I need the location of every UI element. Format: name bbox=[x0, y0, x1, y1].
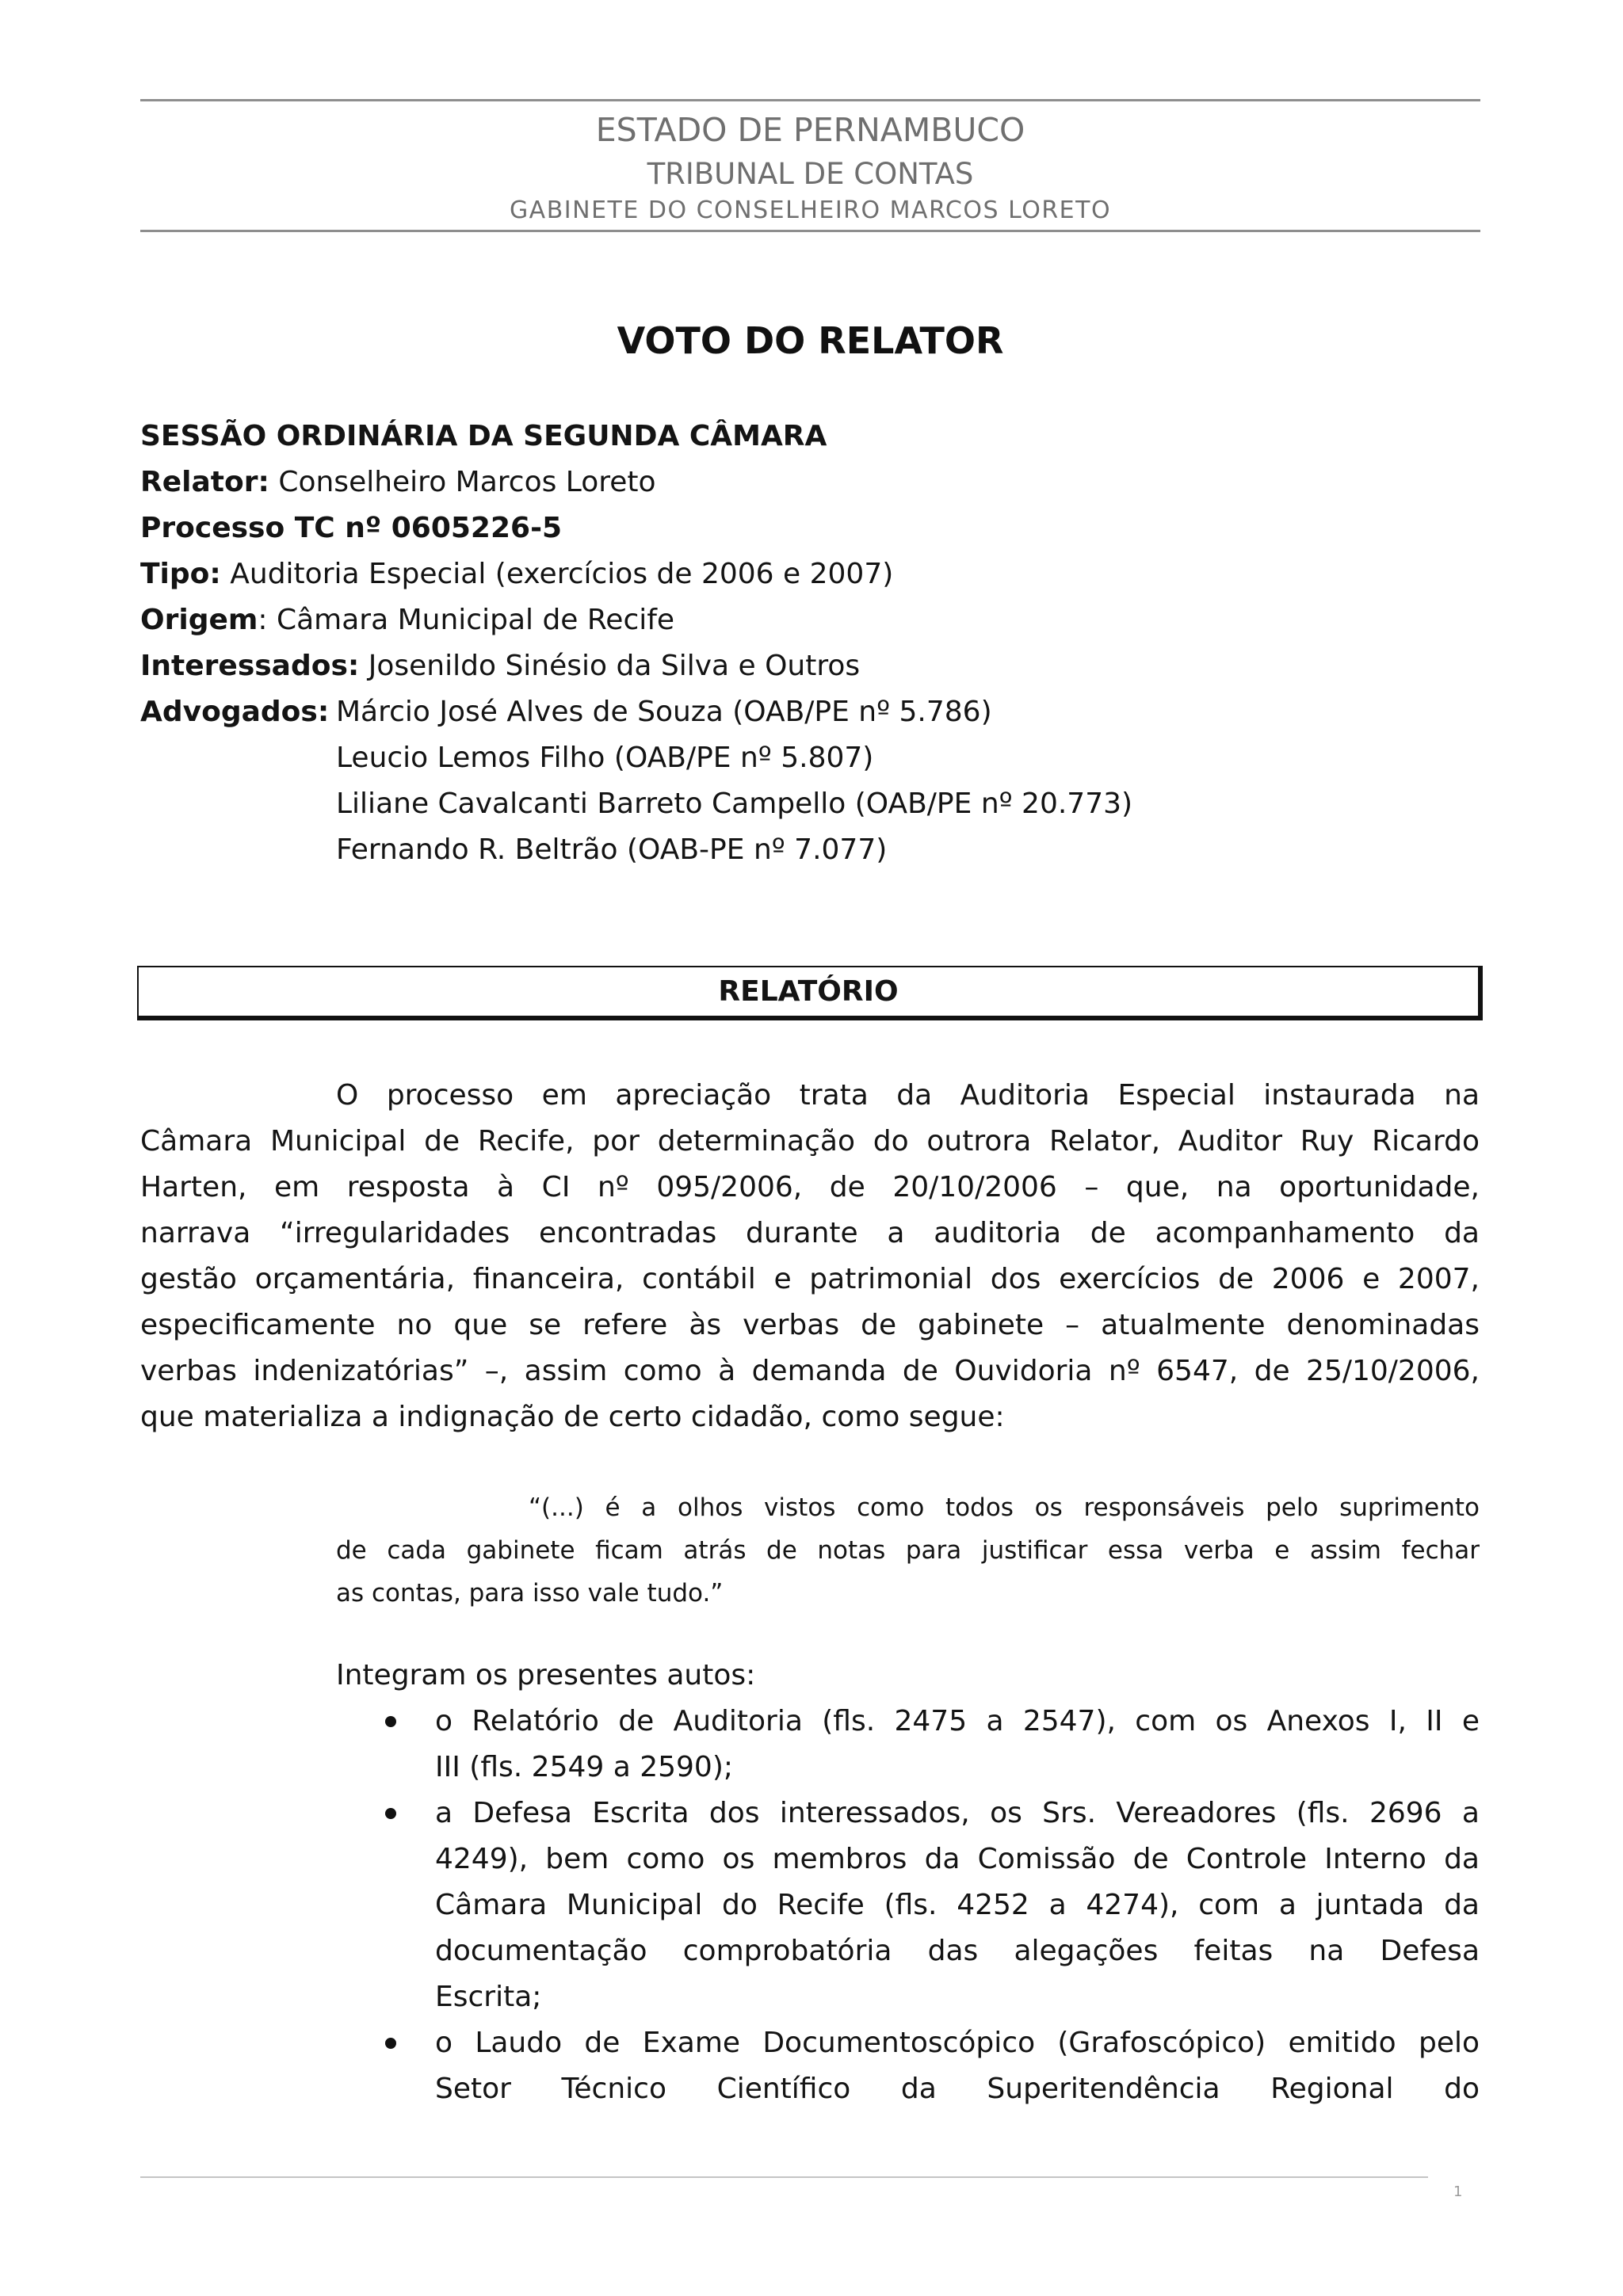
header-office: GABINETE DO CONSELHEIRO MARCOS LORETO bbox=[509, 196, 1112, 224]
tipo-value: Auditoria Especial (exercícios de 2006 e 2007) bbox=[230, 558, 894, 590]
advogado-item: Fernando R. Beltrão (OAB-PE nº 7.077) bbox=[336, 833, 888, 866]
list-intro: Integram os presentes autos: bbox=[336, 1659, 756, 1691]
advogados-label: Advogados: bbox=[140, 696, 330, 728]
list-item-line: 4249), bem como os membros da Comissão de Controle Interno da bbox=[435, 1843, 1480, 1875]
process-number: Processo TC nº 0605226-5 bbox=[140, 512, 563, 544]
bullet-icon bbox=[385, 1716, 396, 1727]
process-info bbox=[140, 414, 1480, 873]
relator-value: Conselheiro Marcos Loreto bbox=[278, 466, 656, 498]
origem-label: Origem bbox=[140, 604, 258, 636]
advogados-list bbox=[336, 689, 1480, 873]
list-item-line: o Relatório de Auditoria (fls. 2475 a 2547), com os Anexos I, II e bbox=[435, 1705, 1480, 1737]
bullet-icon bbox=[385, 2038, 396, 2049]
advogados-row bbox=[140, 689, 1480, 873]
relatorio-paragraph bbox=[140, 1073, 1480, 1440]
header-court: TRIBUNAL DE CONTAS bbox=[647, 157, 974, 191]
advogado-item: Liliane Cavalcanti Barreto Campello (OAB/PE nº 20.773) bbox=[336, 788, 1133, 820]
document-title: VOTO DO RELATOR bbox=[617, 319, 1004, 362]
paragraph-line: O processo em apreciação trata da Auditoria Especial instaurada na bbox=[336, 1079, 1480, 1112]
list-item-line: documentação comprobatória das alegações feitas na Defesa bbox=[435, 1935, 1480, 1967]
autos-list bbox=[336, 1653, 1480, 2112]
origem-value: : Câmara Municipal de Recife bbox=[258, 604, 675, 636]
list-item bbox=[336, 1699, 1480, 1791]
list-item-line: Escrita; bbox=[435, 1981, 542, 2013]
interessados-label: Interessados: bbox=[140, 650, 360, 682]
list-item-line: a Defesa Escrita dos interessados, os Srs. Vereadores (fls. 2696 a bbox=[435, 1797, 1480, 1829]
bullet-icon bbox=[385, 1808, 396, 1819]
footer-rule bbox=[140, 2176, 1428, 2178]
paragraph-line: Câmara Municipal de Recife, por determinação do outrora Relator, Auditor Ruy Ricardo bbox=[140, 1125, 1480, 1158]
header-bottom-rule bbox=[140, 230, 1480, 232]
header-state: ESTADO DE PERNAMBUCO bbox=[595, 111, 1025, 149]
origem-row bbox=[140, 597, 1480, 643]
tipo-row bbox=[140, 551, 1480, 597]
paragraph-line: Harten, em resposta à CI nº 095/2006, de 20/10/2006 – que, na oportunidade, bbox=[140, 1171, 1480, 1203]
paragraph-line: especificamente no que se refere às verbas de gabinete – atualmente denominadas bbox=[140, 1309, 1480, 1341]
header-top-rule bbox=[140, 99, 1480, 101]
relator-row bbox=[140, 460, 1480, 505]
paragraph-line: que materializa a indignação de certo cidadão, como segue: bbox=[140, 1401, 1005, 1433]
quote-line: as contas, para isso vale tudo.” bbox=[336, 1579, 724, 1608]
list-item-line: Setor Técnico Científico da Superitendência Regional do bbox=[435, 2073, 1480, 2105]
quote-line: de cada gabinete ficam atrás de notas para justificar essa verba e assim fechar bbox=[336, 1536, 1480, 1565]
section-heading-relatorio: RELATÓRIO bbox=[137, 966, 1483, 1020]
advogado-item: Leucio Lemos Filho (OAB/PE nº 5.807) bbox=[336, 742, 874, 774]
session-title: SESSÃO ORDINÁRIA DA SEGUNDA CÂMARA bbox=[140, 420, 827, 452]
paragraph-line: verbas indenizatórias” –, assim como à demanda de Ouvidoria nº 6547, de 25/10/2006, bbox=[140, 1355, 1480, 1387]
paragraph-line: gestão orçamentária, financeira, contábil e patrimonial dos exercícios de 2006 e 2007, bbox=[140, 1263, 1480, 1295]
tipo-label: Tipo: bbox=[140, 558, 221, 590]
interessados-row bbox=[140, 643, 1480, 689]
list-item bbox=[336, 1791, 1480, 2020]
paragraph-line: narrava “irregularidades encontradas durante a auditoria de acompanhamento da bbox=[140, 1217, 1480, 1249]
advogado-item: Márcio José Alves de Souza (OAB/PE nº 5.786) bbox=[336, 696, 992, 728]
relator-label: Relator: bbox=[140, 466, 269, 498]
list-item-line: III (fls. 2549 a 2590); bbox=[435, 1751, 734, 1783]
interessados-value: Josenildo Sinésio da Silva e Outros bbox=[368, 650, 861, 682]
list-item bbox=[336, 2020, 1480, 2112]
quote-line: “(...) é a olhos vistos como todos os responsáveis pelo suprimento bbox=[529, 1493, 1480, 1522]
list-item-line: o Laudo de Exame Documentoscópico (Grafoscópico) emitido pelo bbox=[435, 2027, 1480, 2059]
list-item-line: Câmara Municipal do Recife (fls. 4252 a 4274), com a juntada da bbox=[435, 1889, 1480, 1921]
citizen-quote bbox=[336, 1486, 1480, 1615]
page-number: 1 bbox=[1453, 2183, 1463, 2200]
